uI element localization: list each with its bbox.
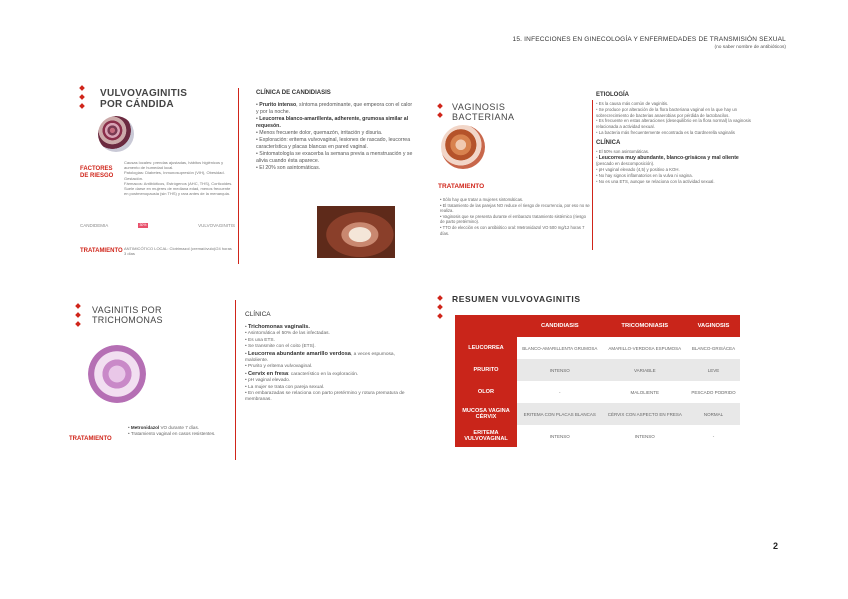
etiologia-list [596,101,752,136]
candida-microscopy-image [98,116,134,152]
list-item-text: pH vaginal elevado (4,5) y positivo a KOH. [598,167,680,173]
list-item: Fármacos: Antibióticos, Estrógenos (AHC, THS), Corticoides. [124,180,233,186]
etiologia-heading: ETIOLOGÍA [596,92,629,98]
list-item-text: Asintomática el 50% de las infectadas. [247,331,330,337]
list-item-text: No es una ETS, aunque se relaciona con la actividad sexual. [598,178,715,184]
column-header: TRICOMONIASIS [603,315,687,337]
summary-title: RESUMEN VULVOVAGINITIS [452,294,581,304]
table-cell: INTENSO [634,433,655,439]
list-item [596,155,752,168]
slide-title-line1: VAGINITIS POR [92,305,162,315]
table-header-row [455,315,740,337]
red-bullet-icon [75,303,81,309]
treatment-text: ANTIMICÓTICO LOCAL: Clotrimazol (crema/óvulo)/24 horas 3 días [124,246,232,256]
list-item: • Se produce por alteración de la flora bacteriana vaginal en la que hay un sobrecrecimiento de bacterias anaerobias por pérdida de lactobacilos. [596,107,752,119]
divider-line [238,88,239,264]
page-header-title: 15. INFECCIONES EN GINECOLOGÍA Y ENFERMEDADES DE TRANSMISIÓN SEXUAL [512,36,786,43]
list-item-bold: Leucorrea blanco-amarillenta, adherente, grumosa similar al requesón. [256,116,409,129]
table-cell: - [712,433,715,439]
table-cell: LEVE [687,359,740,381]
slide-vaginosis-right [596,92,752,189]
table-cell: INTENSO [517,359,603,381]
list-item [128,431,220,437]
bacteria-microscopy-image [441,125,485,169]
list-item-bold: Cervix en fresa [248,370,289,377]
list-item [245,391,413,404]
list-item: • TTO de elección es con antibiótico oral: Metronidazol VO 500 mg/12 horas 7 días. [440,225,590,236]
list-item [256,116,413,130]
red-bullet-icon [437,295,443,301]
table-cell: NORMAL [687,403,740,425]
list-item [256,151,413,165]
list-item: Patologías: Diabetes, Inmunosupresión (VIH), Obesidad. [124,170,225,176]
red-bullet-icon [437,112,443,118]
clinica-heading: CLÍNICA DE CANDIDIASIS [256,90,331,96]
table-cell: BLANCO-GRISÁCEA [691,345,736,351]
list-item-bold: Trichomonas vaginalis. [248,324,310,330]
summary-table [455,315,740,447]
table-cell: PESCADO PODRIDO [691,389,736,395]
risk-factors-heading-line1: FACTORES [80,166,113,172]
red-bullet-marks [80,86,84,113]
slide-title-line1: VULVOVAGINITIS [100,88,188,99]
list-item-text: La mujer se trata con pareja sexual. [248,384,325,390]
table-cell: MALOLIENTE [630,389,660,395]
list-item-text: El 20% son asintomáticas. [259,165,321,171]
list-item: • Vaginosis que se presenta durante el embarazo tratamiento sistémico (riesgo de parto pretérmino). [440,214,590,225]
list-item: • Sólo hay que tratar a mujeres sintomáticas. [440,197,590,203]
red-bullet-icon [75,312,81,318]
table-row [455,337,740,359]
list-item-text: Exploración: eritema vulvovaginal, lesiones de rascado, leucorrea característica y placas blancas en pared vaginal. [256,137,411,150]
treatment-list [440,197,590,236]
list-item-text: No hay signos inflamatorios en la vulva ni vagina. [598,172,693,178]
clinica-list [256,102,413,172]
list-item: Gestación. [124,175,144,181]
slide-title-line2: POR CÁNDIDA [100,99,174,110]
list-item-bold: Metronidazol [130,425,160,430]
list-item: Suele darse en mujeres de mediana edad, menos frecuente en postmenopausia (sin THS) y rara antes de la menarquia. [124,186,231,197]
table-row [455,425,740,447]
list-item-text: : característico en la exploración. [288,371,359,377]
risk-factors-list [124,160,234,196]
clinica-list [596,149,752,185]
treatment-list [128,425,220,437]
list-item [596,179,752,185]
row-header: PRURITO [455,359,517,381]
row-header: MUCOSA VAGINA CÉRVIX [455,403,517,425]
table-cell: ERITEMA CON PLACAS BLANCAS [517,403,603,425]
treatment-heading: TRATAMIENTO [80,248,123,254]
clinica-list [245,324,413,404]
slide-title-line2: TRICHOMONAS [92,315,163,325]
list-item-text: Es una ETS. [248,337,275,343]
list-item-bold: Leucorrea abundante amarillo verdosa [248,350,351,357]
slide-candidiasis-left [80,86,235,264]
list-item [256,165,413,172]
list-item: • La bacteria más frecuentemente encontrada es la Gardnerella vaginalis [596,130,752,136]
row-header: OLOR [455,381,517,403]
table-cell: VARIABLE [603,359,687,381]
percent-badge [138,223,148,228]
trichomonas-microscopy-image [88,345,146,403]
page-number: 2 [772,541,778,551]
vaginal-exam-photo [317,206,395,258]
list-item [256,102,413,116]
list-item-text: Menos frecuente dolor, quemazón, irritación y disuria. [259,130,383,136]
list-item-text: El 50% son asintomáticas. [598,148,650,154]
table-row [455,381,740,403]
table-cell: CÉRVIX CON ASPECTO EN FRESA [603,403,687,425]
red-bullet-icon [437,103,443,109]
clinica-heading: CLÍNICA [596,139,621,146]
slide-title-line1: VAGINOSIS [452,102,506,112]
vulvovaginitis-label: VULVOVAGINITIS [198,223,235,228]
slide-title [100,88,187,110]
table-cell: - [559,389,561,395]
column-header: VAGINOSIS [687,315,740,337]
list-item-bold: Leucorrea muy abundante, blanco-grisácea y mal oliente [598,154,739,161]
list-item-bold: Prurito intenso [259,102,297,108]
list-item-text: (pescado en descomposición). [596,161,655,167]
list-item [256,137,413,151]
list-item-text: Se transmite con el coito (ETS). [248,344,316,350]
red-bullet-marks [76,304,80,331]
table-cell: AMARILLO-VERDOSA ESPUMOSA [608,345,682,351]
red-bullet-icon [79,103,85,109]
slide-title-line2: BACTERIANA [452,112,515,122]
red-bullet-icon [79,85,85,91]
list-item-text: Prurito y eritema vulvovaginal. [248,364,313,370]
list-item: • El tratamiento de las parejas NO reduce el riesgo de recurrencia, por eso no se realiza. [440,203,590,214]
list-item-text: Sintomatología se exacerba la semana previa a menstruación y se alivia cuando ésta aparece. [256,151,413,164]
table-cell: BLANCO-AMARILLENTA GRUMOSA [522,345,598,351]
list-item: • Es la causa más común de vaginitis. [596,101,752,107]
divider-line [592,100,593,250]
list-item-text: VO durante 7 días. [159,425,200,430]
red-bullet-icon [79,94,85,100]
list-item-text: , a veces espumosa, maloliente. [245,351,395,364]
column-header: CANDIDIASIS [517,315,603,337]
red-bullet-icon [437,313,443,319]
red-bullet-marks [438,296,442,323]
table-row [455,359,740,381]
list-item-text: Tratamiento vaginal en casos resistentes. [130,431,216,436]
list-item-text: , síntoma predominante, que empeora con el calor y por la noche. [256,102,413,115]
red-bullet-marks [438,104,442,122]
treatment-heading: TRATAMIENTO [438,183,485,190]
treatment-heading: TRATAMIENTO [69,436,112,442]
table-row [455,403,740,425]
list-item [245,351,413,365]
candidemia-label: CANDIDEMIA [80,223,109,228]
list-item-text: En embarazadas se relaciona con parto pretérmino y rotura prematura de membranas. [245,391,405,403]
red-bullet-icon [75,321,81,327]
list-item-text: pH vaginal elevado. [248,378,291,384]
slide-title [92,305,163,325]
red-bullet-icon [437,304,443,310]
risk-factors-heading-line2: DE RIESGO [80,173,114,179]
list-item: • Es frecuente en estas alteraciones (desequilibrio en la flora normal) la vaginosis relacionada a actividad sexual. [596,118,752,130]
table-cell: INTENSO [549,433,570,439]
list-item [256,130,413,137]
table-corner-cell [455,315,517,337]
slide-trichomonas-clinica [245,311,413,404]
slide-candidiasis-clinica [256,90,413,172]
list-item: Causas locales: prendas ajustadas, hábitos higiénicos y aumento de humedad local. [124,160,224,171]
page-header-subtitle: (no saber nombre de antibióticos) [714,45,786,50]
divider-line [235,300,236,460]
risk-factors-heading [80,166,113,180]
row-header: ERITEMA VULVOVAGINAL [455,425,517,447]
clinica-heading: CLÍNICA [245,311,271,318]
percent-label: 30% [139,223,147,227]
row-header: LEUCORREA [455,337,517,359]
slide-title [452,102,515,122]
